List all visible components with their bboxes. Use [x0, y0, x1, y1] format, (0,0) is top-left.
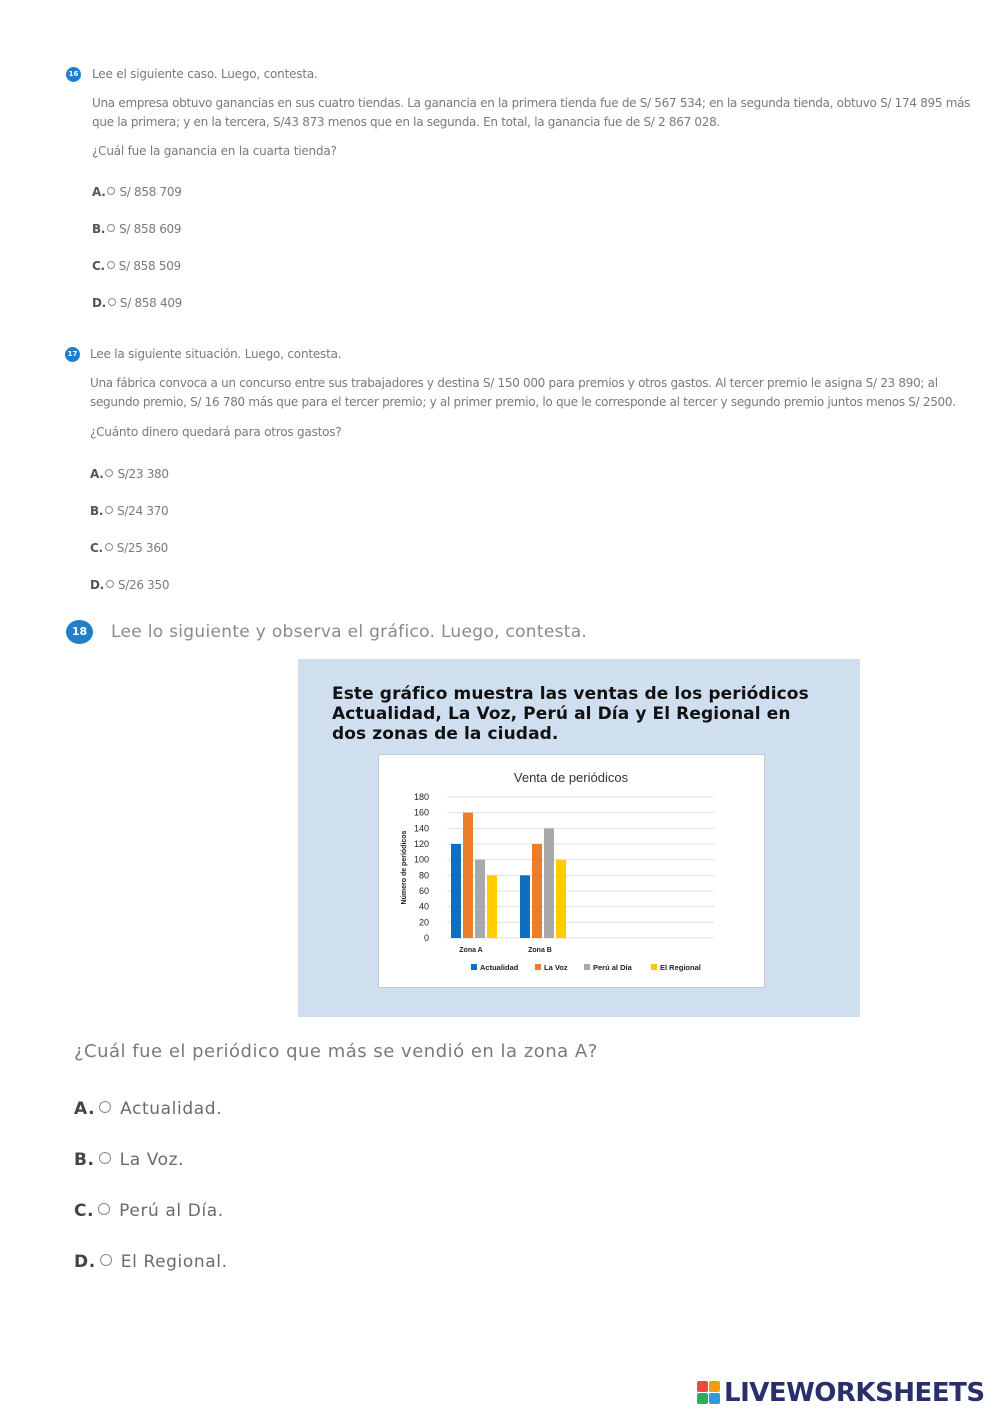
question-text	[92, 94, 971, 132]
question-text-line: segundo premio, S/ 16 780 más que para el tercer premio; y al primer premio, lo que le corresponde al tercer y segundo premio juntos menos S/ 2500.	[90, 395, 956, 409]
legend-label: Perú al Día	[593, 963, 632, 972]
option-letter: A.	[92, 185, 106, 199]
question-number-badge: 17	[65, 347, 80, 362]
x-tick-label: Zona A	[459, 947, 483, 954]
question-text	[90, 374, 956, 412]
question-intro: Lee el siguiente caso. Luego, contesta.	[92, 67, 318, 81]
y-tick-label: 40	[418, 901, 429, 912]
bar-chart	[379, 755, 764, 987]
option-letter: C.	[92, 259, 105, 273]
bar-la-voz-zona-a	[463, 813, 473, 938]
option-b[interactable]	[90, 504, 168, 518]
bar-la-voz-zona-b	[532, 844, 542, 938]
radio-icon[interactable]	[99, 1152, 111, 1164]
option-letter: D.	[74, 1252, 96, 1272]
chart-title: Venta de periódicos	[513, 770, 629, 785]
question-text-line: Una empresa obtuvo ganancias en sus cuatro tiendas. La ganancia en la primera tienda fue de S/ 567 534; en la segunda tienda, obtuvo S/ 174 895 más	[92, 96, 971, 110]
radio-icon[interactable]	[105, 543, 113, 551]
option-letter: B.	[74, 1150, 95, 1170]
question-text-line: que la primera; y en la tercera, S/43 873 menos que en la segunda. En total, la ganancia fue de S/ 2 867 028.	[92, 115, 720, 129]
option-letter: C.	[74, 1201, 95, 1221]
option-b[interactable]	[74, 1150, 184, 1170]
bar-perú-al-día-zona-b	[544, 828, 554, 938]
y-tick-label: 0	[423, 933, 429, 943]
radio-icon[interactable]	[105, 506, 113, 514]
question-number-badge: 16	[66, 67, 81, 82]
question-text-line: Una fábrica convoca a un concurso entre sus trabajadores y destina S/ 150 000 para premios y otros gastos. Al tercer premio le asigna S/ 23 890; al	[90, 376, 938, 390]
question-prompt: ¿Cuánto dinero quedará para otros gastos?	[90, 425, 342, 439]
chart-container	[378, 754, 765, 988]
liveworksheets-logo	[697, 1378, 995, 1410]
option-letter: A.	[74, 1099, 96, 1119]
radio-icon[interactable]	[106, 580, 114, 588]
option-d[interactable]	[92, 296, 182, 310]
bar-actualidad-zona-b	[520, 875, 530, 938]
option-text: Perú al Día.	[119, 1201, 224, 1221]
y-tick-label: 100	[413, 854, 429, 865]
question-intro: Lee lo siguiente y observa el gráfico. Luego, contesta.	[111, 622, 588, 642]
option-letter: A.	[90, 467, 104, 481]
panel-description	[332, 684, 809, 744]
option-letter: C.	[90, 541, 103, 555]
radio-icon[interactable]	[100, 1254, 112, 1266]
option-letter: B.	[90, 504, 104, 518]
radio-icon[interactable]	[107, 224, 115, 232]
logo-cell	[697, 1393, 708, 1404]
legend-swatch	[584, 964, 590, 970]
radio-icon[interactable]	[99, 1101, 111, 1113]
option-c[interactable]	[90, 541, 168, 555]
radio-icon[interactable]	[108, 298, 116, 306]
bar-actualidad-zona-a	[451, 844, 461, 938]
logo-text: LIVEWORKSHEETS	[724, 1378, 985, 1408]
option-a[interactable]	[92, 185, 182, 199]
y-tick-label: 80	[418, 870, 429, 881]
y-axis-label: Número de periódicos	[401, 830, 408, 905]
option-text: S/ 858 709	[119, 185, 182, 199]
bar-el-regional-zona-a	[487, 875, 497, 938]
x-tick-label: Zona B	[528, 947, 552, 954]
y-tick-label: 180	[413, 792, 429, 802]
panel-line: Actualidad, La Voz, Perú al Día y El Regional en	[332, 704, 791, 724]
logo-grid-icon	[697, 1381, 723, 1407]
option-d[interactable]	[90, 578, 169, 592]
logo-cell	[697, 1381, 708, 1392]
option-text: S/25 360	[116, 541, 169, 555]
legend-swatch	[471, 964, 477, 970]
option-d[interactable]	[74, 1252, 228, 1272]
radio-icon[interactable]	[107, 187, 115, 195]
y-tick-label: 140	[413, 823, 429, 834]
y-tick-label: 120	[413, 839, 429, 849]
question-number-badge: 18	[66, 620, 93, 644]
option-b[interactable]	[92, 222, 181, 236]
question-intro: Lee la siguiente situación. Luego, contesta.	[90, 347, 342, 361]
legend-swatch	[651, 964, 657, 970]
option-text: S/ 858 409	[119, 296, 183, 310]
option-text: El Regional.	[120, 1252, 228, 1272]
radio-icon[interactable]	[107, 261, 115, 269]
option-a[interactable]	[74, 1099, 222, 1119]
option-text: S/ 858 609	[119, 222, 182, 236]
option-c[interactable]	[92, 259, 181, 273]
legend-label: La Voz	[544, 963, 568, 972]
chart-panel	[298, 659, 860, 1017]
option-text: S/26 350	[117, 578, 170, 592]
legend-label: Actualidad	[480, 963, 519, 972]
option-a[interactable]	[90, 467, 169, 481]
option-letter: B.	[92, 222, 106, 236]
option-letter: D.	[92, 296, 106, 310]
question-prompt: ¿Cuál fue el periódico que más se vendió en la zona A?	[74, 1041, 598, 1062]
legend-swatch	[535, 964, 541, 970]
option-c[interactable]	[74, 1201, 224, 1221]
y-tick-label: 160	[413, 807, 429, 818]
option-text: S/24 370	[117, 504, 169, 518]
y-tick-label: 60	[418, 886, 429, 896]
radio-icon[interactable]	[105, 469, 113, 477]
legend-label: El Regional	[660, 963, 701, 972]
option-text: S/23 380	[117, 467, 169, 481]
panel-line: Este gráfico muestra las ventas de los periódicos	[332, 684, 809, 704]
option-text: Actualidad.	[120, 1099, 223, 1119]
question-prompt: ¿Cuál fue la ganancia en la cuarta tienda?	[92, 144, 337, 158]
bar-el-regional-zona-b	[556, 860, 566, 938]
logo-cell	[709, 1393, 720, 1404]
y-tick-label: 20	[418, 917, 429, 928]
panel-line: dos zonas de la ciudad.	[332, 724, 559, 744]
option-text: S/ 858 509	[118, 259, 181, 273]
radio-icon[interactable]	[98, 1203, 110, 1215]
option-text: La Voz.	[119, 1150, 185, 1170]
logo-cell	[709, 1381, 720, 1392]
option-letter: D.	[90, 578, 104, 592]
bar-perú-al-día-zona-a	[475, 860, 485, 938]
